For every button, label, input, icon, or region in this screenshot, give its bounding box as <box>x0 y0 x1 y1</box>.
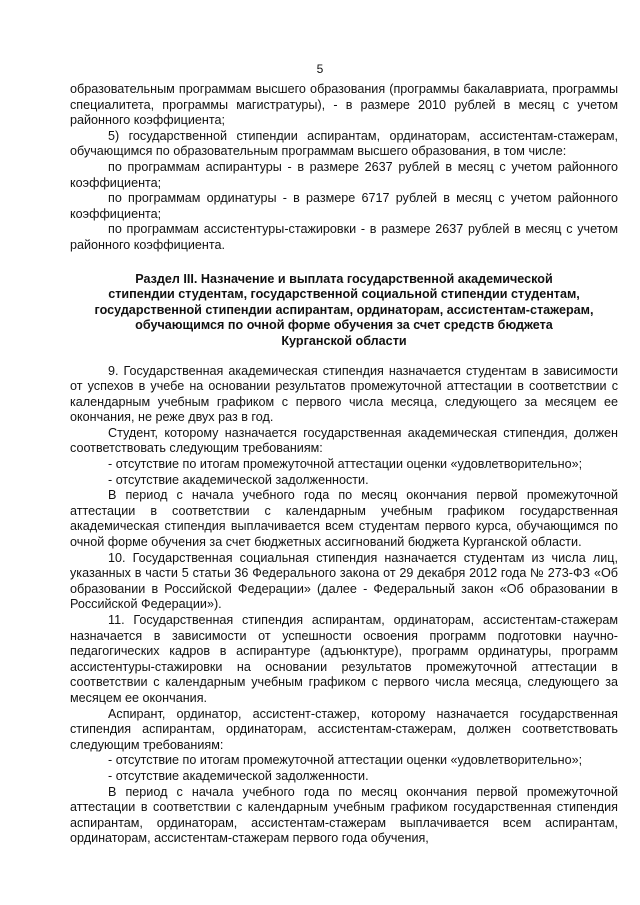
section-heading-line: Курганской области <box>281 333 407 348</box>
paragraph: по программам аспирантуры - в размере 2637 рублей в месяц с учетом районного коэффициента; <box>70 159 618 190</box>
paragraph: по программам ассистентуры-стажировки - в размере 2637 рублей в месяц с учетом районного коэффициента. <box>70 222 618 252</box>
paragraph: В период с начала учебного года по месяц окончания первой промежуточной аттестации в соответствии с календарным учебным графиком государственная академическая стипендия выплачивается всем студентам первого курса, обучающимся по очной форме обучения за счет бюджетных ассигнований бюджета Курганской области. <box>70 488 618 550</box>
paragraph: В период с начала учебного года по месяц окончания первой промежуточной аттестации в соответствии с календарным учебным графиком государственная стипендия аспирантам, ординаторам, ассистентам-стажерам выплачивается всем аспирантам, ординаторам, ассистентам-стажерам первого года обучения, <box>70 784 618 846</box>
list-item: - отсутствие академической задолженности. <box>108 768 369 783</box>
section-heading-line: государственной стипендии аспирантам, ординаторам, ассистентам-стажерам, <box>94 302 594 317</box>
section-heading-line: Раздел III. Назначение и выплата государственной академической <box>135 271 553 286</box>
section-heading-line: стипендии студентам, государственной социальной стипендии студентам, <box>108 287 580 302</box>
list-item: - отсутствие академической задолженности. <box>108 472 369 487</box>
paragraph: 5) государственной стипендии аспирантам, ординаторам, ассистентам-стажерам, обучающимся по образовательным программам высшего образования, в том числе: <box>70 128 618 159</box>
paragraph: по программам ординатуры - в размере 6717 рублей в месяц с учетом районного коэффициента; <box>70 191 618 221</box>
paragraph: образовательным программам высшего образования (программы бакалавриата, программы специалитета, программы магистратуры), - в размере 2010 рублей в месяц с учетом районного коэффициента; <box>70 82 618 128</box>
paragraph: Аспирант, ординатор, ассистент-стажер, которому назначается государственная стипендия аспирантам, ординаторам, ассистентам-стажерам, должен соответствовать следующим требованиям: <box>70 706 618 752</box>
document-body <box>70 82 618 847</box>
paragraph: 10. Государственная социальная стипендия назначается студентам из числа лиц, указанных в части 5 статьи 36 Федерального закона от 29 декабря 2012 года № 273-ФЗ «Об образовании в Российской Федерации» (далее - Федеральный закон «Об образовании в Российской Федерации»). <box>70 550 618 612</box>
list-item: - отсутствие по итогам промежуточной аттестации оценки «удовлетворительно»; <box>108 457 583 472</box>
list-item: - отсутствие по итогам промежуточной аттестации оценки «удовлетворительно»; <box>108 753 583 768</box>
page-number: 5 <box>316 62 324 76</box>
paragraph: Студент, которому назначается государственная академическая стипендия, должен соответствовать следующим требованиям: <box>70 425 618 456</box>
paragraph: 11. Государственная стипендия аспирантам, ординаторам, ассистентам-стажерам назначается в зависимости от успешности освоения программ подготовки научно-педагогических кадров в аспирантуре (адъюнктуре), программ ординатуры, программ ассистентуры-стажировки на основании результатов промежуточной аттестации в соответствии с календарным учебным графиком с первого числа месяца, следующего за месяцем ее окончания. <box>70 613 618 705</box>
paragraph: 9. Государственная академическая стипендия назначается студентам в зависимости от успехов в учебе на основании результатов промежуточной аттестации в соответствии с календарным учебным графиком с первого числа месяца, следующего за месяцем ее окончания, не реже двух раз в год. <box>70 363 618 425</box>
section-heading-line: обучающимся по очной форме обучения за счет средств бюджета <box>135 318 553 333</box>
section-heading <box>70 272 618 350</box>
